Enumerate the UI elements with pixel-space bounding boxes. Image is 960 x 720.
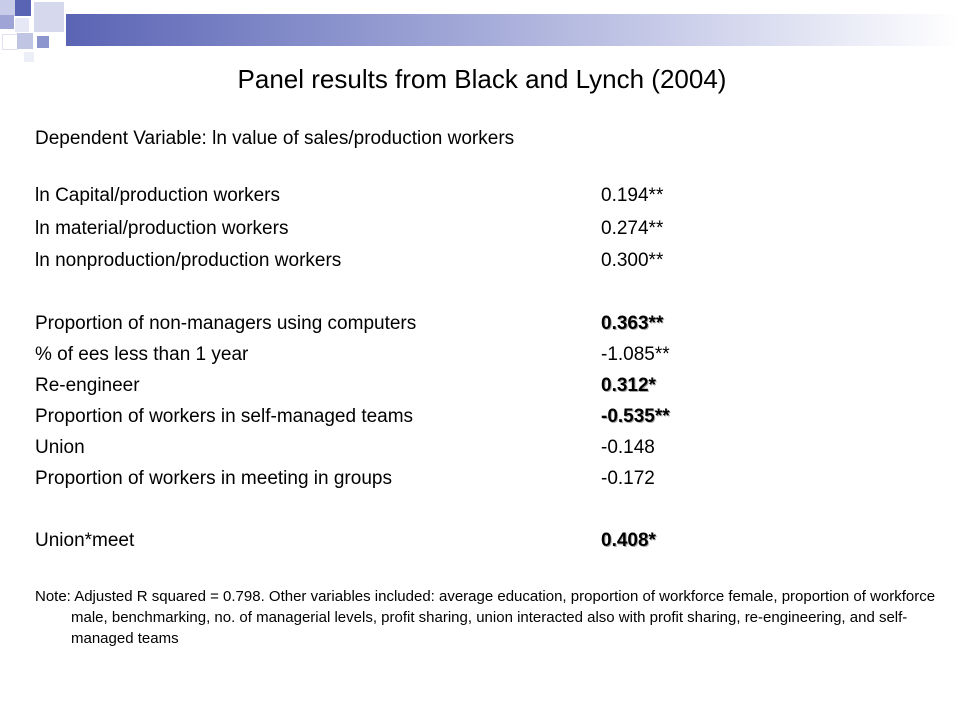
decorative-square [37,36,49,48]
decorative-square [17,33,33,49]
slide-title: Panel results from Black and Lynch (2004) [237,64,727,94]
coefficient-value: -1.085** [601,344,670,365]
variable-label: Union [35,437,85,458]
coefficient-value: 0.274** [601,218,664,239]
variable-label: % of ees less than 1 year [35,344,249,365]
variable-label: ln nonproduction/production workers [35,250,342,271]
coefficient-value: 0.194** [601,185,664,206]
footnote: Note: Adjusted R squared = 0.798. Other variables included: average education, proportion of workforce female, proportion of workforce male, benchmarking, no. of managerial levels, profit sharing, union interacted also with profit sharing, re-engineering, and self-managed teams [35,588,936,647]
coefficient-value: -0.148 [601,437,655,458]
variable-label: Proportion of non-managers using computers [35,313,417,334]
decorative-square [2,34,18,50]
coefficient-value-significant: 0.408* [601,530,656,551]
decorative-square [34,2,64,32]
coefficient-value-significant: 0.363** [601,313,664,334]
variable-label: Proportion of workers in meeting in groups [35,468,392,489]
decorative-square [0,15,14,29]
header-gradient-bar [66,14,960,46]
variable-label: Re-engineer [35,375,140,396]
coefficient-value-significant: 0.312* [601,375,656,396]
coefficient-value: 0.300** [601,250,664,271]
decorative-square [24,52,34,62]
variable-label: Proportion of workers in self-managed teams [35,406,414,427]
coefficient-value: -0.172 [601,468,655,489]
variable-label: ln Capital/production workers [35,185,281,206]
dependent-variable-label: Dependent Variable: ln value of sales/production workers [35,128,515,149]
coefficient-value-significant: -0.535** [601,406,670,427]
variable-label: ln material/production workers [35,218,289,239]
variable-label: Union*meet [35,530,135,551]
decorative-square [0,0,16,16]
decorative-square [15,18,29,32]
decorative-square [15,0,31,16]
